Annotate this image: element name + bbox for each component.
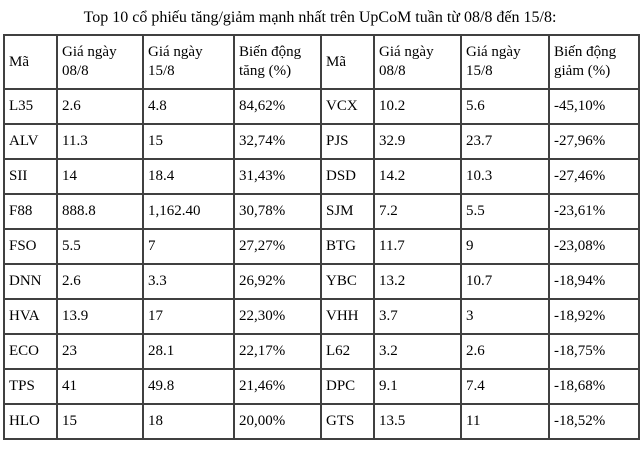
loser-code-cell: GTS (321, 404, 374, 439)
header-gainer-change-pct: Biến động tăng (%) (234, 35, 321, 89)
loser-price-0808-cell: 11.7 (374, 229, 461, 264)
table-row (4, 229, 639, 264)
loser-change-pct-cell: -23,61% (549, 194, 639, 229)
gainer-change-pct-cell: 22,17% (234, 334, 321, 369)
loser-price-1508-cell: 5.6 (461, 89, 549, 124)
loser-code-cell: VCX (321, 89, 374, 124)
table-row (4, 89, 639, 124)
gainer-change-pct-cell: 22,30% (234, 299, 321, 334)
header-loser-price-0808: Giá ngày 08/8 (374, 35, 461, 89)
table-row (4, 124, 639, 159)
loser-price-0808-cell: 13.5 (374, 404, 461, 439)
gainer-code-cell: FSO (4, 229, 57, 264)
gainer-price-0808-cell: 15 (57, 404, 143, 439)
loser-change-pct-cell: -45,10% (549, 89, 639, 124)
header-loser-price-1508: Giá ngày 15/8 (461, 35, 549, 89)
loser-price-1508-cell: 23.7 (461, 124, 549, 159)
table-row (4, 369, 639, 404)
loser-price-0808-cell: 3.2 (374, 334, 461, 369)
loser-price-1508-cell: 2.6 (461, 334, 549, 369)
gainer-price-1508-cell: 49.8 (143, 369, 234, 404)
table-row (4, 159, 639, 194)
loser-change-pct-cell: -23,08% (549, 229, 639, 264)
gainer-change-pct-cell: 84,62% (234, 89, 321, 124)
page-title: Top 10 cổ phiếu tăng/giảm mạnh nhất trên UpCoM tuần từ 08/8 đến 15/8: (83, 9, 557, 26)
gainer-change-pct-cell: 32,74% (234, 124, 321, 159)
gainer-price-0808-cell: 11.3 (57, 124, 143, 159)
gainer-price-1508-cell: 4.8 (143, 89, 234, 124)
table-body (4, 89, 639, 439)
table-row (4, 264, 639, 299)
loser-price-1508-cell: 10.7 (461, 264, 549, 299)
gainer-code-cell: HLO (4, 404, 57, 439)
loser-price-0808-cell: 14.2 (374, 159, 461, 194)
gainer-code-cell: HVA (4, 299, 57, 334)
loser-change-pct-cell: -18,92% (549, 299, 639, 334)
table-header (4, 35, 639, 89)
gainer-code-cell: L35 (4, 89, 57, 124)
loser-change-pct-cell: -18,52% (549, 404, 639, 439)
gainer-change-pct-cell: 26,92% (234, 264, 321, 299)
loser-price-1508-cell: 10.3 (461, 159, 549, 194)
loser-change-pct-cell: -18,68% (549, 369, 639, 404)
header-loser-code: Mã (321, 35, 374, 89)
gainer-price-1508-cell: 28.1 (143, 334, 234, 369)
gainer-price-1508-cell: 18 (143, 404, 234, 439)
gainer-price-0808-cell: 5.5 (57, 229, 143, 264)
loser-code-cell: DSD (321, 159, 374, 194)
gainer-code-cell: SII (4, 159, 57, 194)
gainer-change-pct-cell: 31,43% (234, 159, 321, 194)
gainer-code-cell: TPS (4, 369, 57, 404)
loser-code-cell: SJM (321, 194, 374, 229)
loser-price-0808-cell: 10.2 (374, 89, 461, 124)
header-gainer-price-1508: Giá ngày 15/8 (143, 35, 234, 89)
gainer-price-1508-cell: 15 (143, 124, 234, 159)
loser-price-1508-cell: 3 (461, 299, 549, 334)
loser-code-cell: L62 (321, 334, 374, 369)
gainer-price-1508-cell: 1,162.40 (143, 194, 234, 229)
loser-price-0808-cell: 13.2 (374, 264, 461, 299)
loser-change-pct-cell: -27,96% (549, 124, 639, 159)
gainer-change-pct-cell: 21,46% (234, 369, 321, 404)
loser-code-cell: BTG (321, 229, 374, 264)
gainer-price-0808-cell: 888.8 (57, 194, 143, 229)
loser-price-0808-cell: 3.7 (374, 299, 461, 334)
gainer-change-pct-cell: 27,27% (234, 229, 321, 264)
gainer-price-0808-cell: 2.6 (57, 264, 143, 299)
gainer-price-0808-cell: 13.9 (57, 299, 143, 334)
header-gainer-code: Mã (4, 35, 57, 89)
loser-price-1508-cell: 11 (461, 404, 549, 439)
gainer-price-1508-cell: 18.4 (143, 159, 234, 194)
table-row (4, 404, 639, 439)
loser-code-cell: VHH (321, 299, 374, 334)
loser-change-pct-cell: -18,75% (549, 334, 639, 369)
gainer-code-cell: F88 (4, 194, 57, 229)
loser-change-pct-cell: -18,94% (549, 264, 639, 299)
loser-code-cell: PJS (321, 124, 374, 159)
header-row (4, 35, 639, 89)
loser-price-1508-cell: 5.5 (461, 194, 549, 229)
gainer-price-1508-cell: 7 (143, 229, 234, 264)
loser-change-pct-cell: -27,46% (549, 159, 639, 194)
loser-price-1508-cell: 7.4 (461, 369, 549, 404)
loser-price-0808-cell: 32.9 (374, 124, 461, 159)
gainer-change-pct-cell: 30,78% (234, 194, 321, 229)
gainer-price-0808-cell: 41 (57, 369, 143, 404)
table-row (4, 194, 639, 229)
header-gainer-price-0808: Giá ngày 08/8 (57, 35, 143, 89)
gainer-price-0808-cell: 14 (57, 159, 143, 194)
gainer-code-cell: ECO (4, 334, 57, 369)
gainer-price-0808-cell: 23 (57, 334, 143, 369)
loser-code-cell: DPC (321, 369, 374, 404)
gainer-change-pct-cell: 20,00% (234, 404, 321, 439)
loser-price-0808-cell: 7.2 (374, 194, 461, 229)
gainer-code-cell: ALV (4, 124, 57, 159)
loser-price-1508-cell: 9 (461, 229, 549, 264)
loser-code-cell: YBC (321, 264, 374, 299)
gainer-price-0808-cell: 2.6 (57, 89, 143, 124)
gainer-price-1508-cell: 17 (143, 299, 234, 334)
table-row (4, 334, 639, 369)
gainer-price-1508-cell: 3.3 (143, 264, 234, 299)
loser-price-0808-cell: 9.1 (374, 369, 461, 404)
stock-table (3, 34, 640, 440)
header-loser-change-pct: Biến động giảm (%) (549, 35, 639, 89)
gainer-code-cell: DNN (4, 264, 57, 299)
table-row (4, 299, 639, 334)
